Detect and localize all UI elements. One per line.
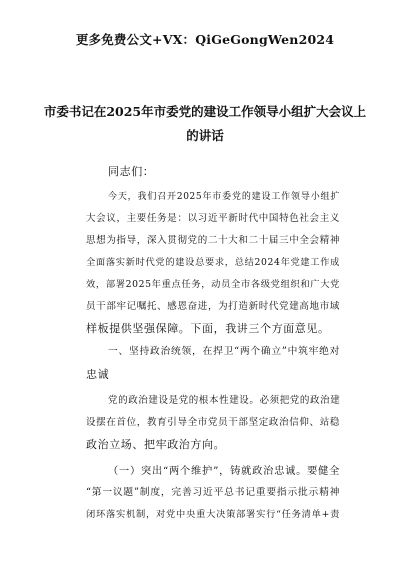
section-heading-line-1: 一、坚持政治统领，在捍卫“两个确立”中筑牢绝对 (108, 346, 340, 357)
salutation: 同志们： (108, 165, 155, 178)
speech-title-line-1: 市委书记在2025年市委党的建设工作领导小组扩大会议上 (43, 104, 367, 119)
body-line: 政治立场、把牢政治方向。 (86, 438, 226, 451)
body-line: 党的政治建设是党的根本性建设。必须把党的政治建 (108, 395, 341, 406)
section-heading-line-2: 忠诚 (86, 368, 110, 381)
body-line: 闭环落实机制，对党中央重大决策部署实行“任务清单+责 (86, 509, 340, 520)
speech-title-line-2: 的讲话 (186, 128, 224, 143)
body-line: 思想为指导，深入贯彻党的二十大和二十届三中全会精神 (86, 235, 340, 246)
body-line: 今天，我们召开2025年市委党的建设工作领导小组扩 (108, 192, 340, 202)
body-line: 员干部牢记嘱托、感恩奋进，为打造新时代党建高地市域 (86, 301, 340, 312)
body-line: 设摆在首位，教育引导全市党员干部坚定政治信仰、站稳 (86, 417, 340, 428)
page-header: 更多免费公文+VX：QiGeGongWen2024 (75, 32, 335, 47)
body-line: 大会议，主要任务是：以习近平新时代中国特色社会主义 (86, 213, 340, 224)
body-line: 样板提供坚强保障。下面，我讲三个方面意见。 (86, 322, 330, 335)
body-line: 效，部署2025年重点任务，动员全市各级党组织和广大党 (86, 279, 340, 290)
body-line: 全面落实新时代党的建设总要求，总结2024年党建工作成 (86, 257, 340, 268)
body-line: “第一议题”制度，完善习近平总书记重要指示批示精神 (86, 487, 340, 498)
body-line: （一）突出“两个维护”，铸就政治忠诚。要健全 (108, 465, 340, 477)
